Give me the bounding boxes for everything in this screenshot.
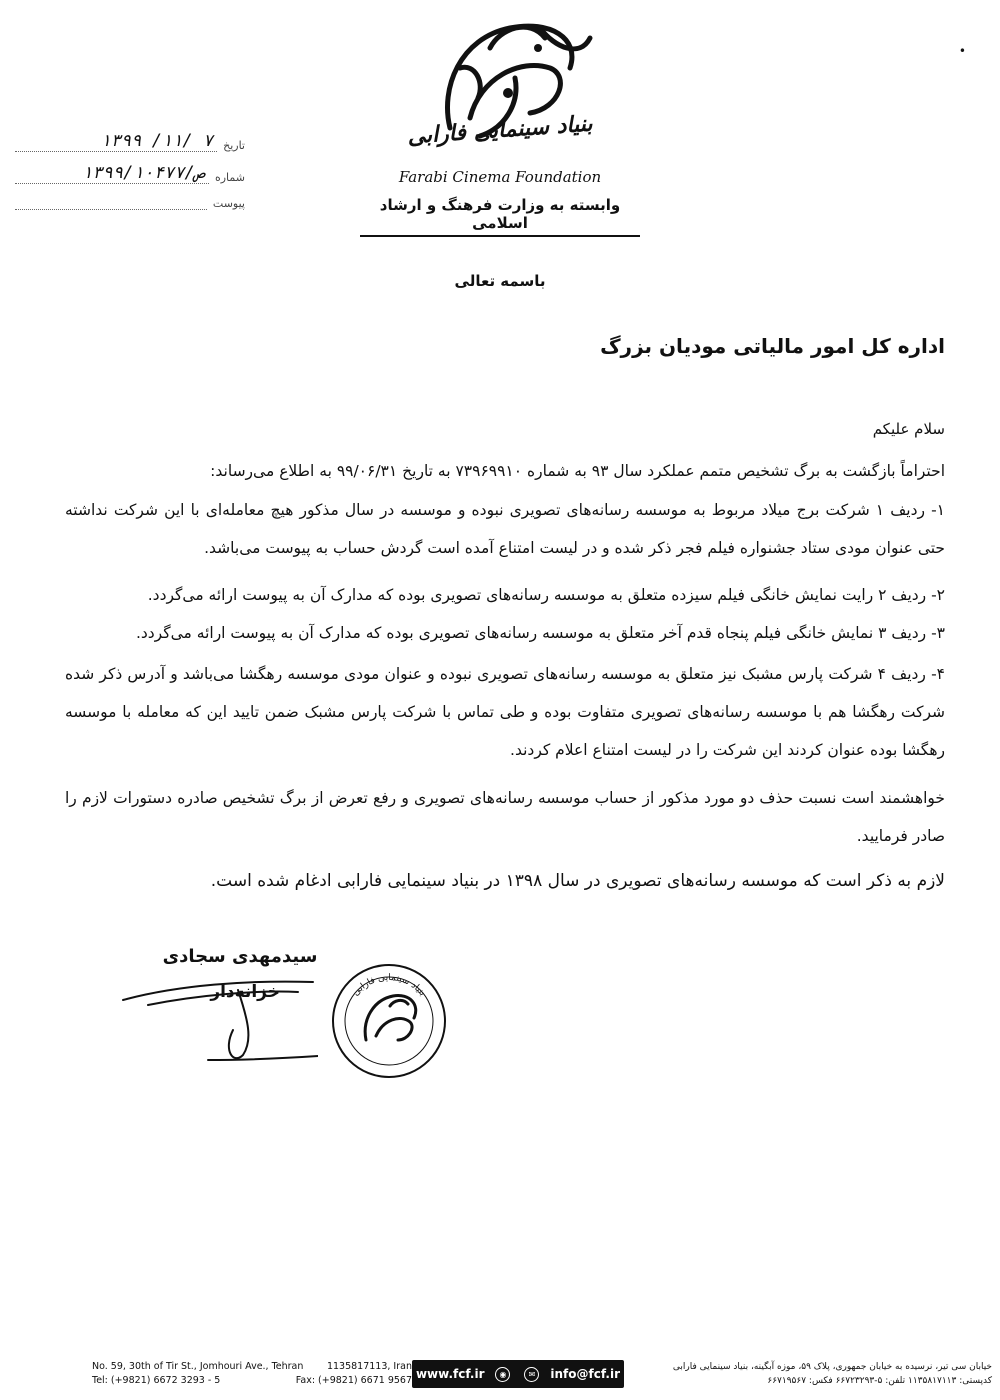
signatory-title: خزانه‌دار — [210, 982, 280, 1002]
footer-contact-bar — [412, 1360, 624, 1388]
meta-date-row — [15, 130, 245, 152]
official-seal-icon — [328, 960, 450, 1082]
date-label: تاریخ — [223, 139, 245, 152]
logo-wordmark-en: Farabi Cinema Foundation — [398, 168, 602, 186]
seal-text: بنیاد سینمایی فارابی — [351, 972, 428, 999]
paragraph-item-3: ۳- ردیف ۳ نمایش خانگی فیلم پنجاه قدم آخر متعلق به موسسه رسانه‌های تصویری بوده که مدارک آن به پیوست ارائه می‌گردد. — [135, 624, 945, 642]
footer-address-en-line1-a: No. 59, 30th of Tir St., Jomhouri Ave., Tehran — [92, 1361, 304, 1372]
paragraph-note: لازم به ذکر است که موسسه رسانه‌های تصویری در سال ۱۳۹۸ در بنیاد سینمایی فارابی ادغام شده است. — [210, 871, 945, 891]
signatory-name: سیدمهدی سجادی — [162, 946, 318, 967]
attachment-value — [15, 209, 207, 210]
footer-address-en — [92, 1360, 412, 1388]
paragraph-item-2: ۲- ردیف ۲ رایت نمایش خانگی فیلم سیزده متعلق به موسسه رسانه‌های تصویری بوده که مدارک آن به پیوست ارائه می‌گردد. — [147, 586, 945, 604]
recipient-heading: اداره کل امور مالیاتی مودیان بزرگ — [600, 334, 945, 358]
logo-wordmark-fa: بنیاد سینمایی فارابی — [406, 111, 594, 150]
paragraph-item-1: ۱- ردیف ۱ شرکت برج میلاد مربوط به موسسه رسانه‌های تصویری نبوده و موسسه در سال مذکور هیچ معامله‌ای با این شرکت نداشته حتی عنوان مودی ستاد جشنواره فیلم فجر ذکر شده و در لیست امتناع آمده است گردش حساب به پیوست می‌باشد. — [65, 501, 945, 557]
corner-mark: • — [958, 44, 966, 58]
website-link[interactable]: www.fcf.ir — [415, 1367, 485, 1381]
paragraph-intro: احتراماً بازگشت به برگ تشخیص متمم عملکرد سال ۹۳ به شماره ۷۳۹۶۹۹۱۰ به تاریخ ۹۹/۰۶/۳۱ به اطلاع می‌رساند: — [210, 462, 945, 480]
number-value: ۱۳۹۹/ص/۱۰۴۷۷ — [15, 163, 209, 184]
email-link[interactable]: info@fcf.ir — [550, 1367, 620, 1381]
email-icon: ✉ — [524, 1367, 539, 1382]
greeting: سلام علیکم — [872, 420, 945, 438]
attachment-label: پیوست — [212, 197, 245, 210]
meta-number-row — [15, 162, 245, 184]
paragraph-request: خواهشمند است نسبت حذف دو مورد مذکور از حساب موسسه رسانه‌های تصویری و رفع تعرض از برگ تشخیص صادره دستورات لازم را صادر فرمایید. — [65, 789, 945, 845]
footer-address-en-line1-b: 1135817113, Iran — [326, 1361, 412, 1372]
meta-attachment-row — [15, 188, 245, 210]
footer-fax-en: Fax: (+9821) 6671 9567 — [295, 1375, 412, 1386]
date-value: ۱۳۹۹ /۱۱/ ۷ — [15, 131, 217, 152]
globe-icon: ◉ — [495, 1367, 510, 1382]
footer-address-fa-line1: خیابان سی تیر، نرسیده به خیابان جمهوری، پلاک ۵۹، موزه آبگینه، بنیاد سینمایی فارابی — [672, 1362, 992, 1372]
footer-address-fa — [628, 1360, 992, 1388]
paragraph-item-4: ۴- ردیف ۴ شرکت پارس مشبک نیز متعلق به موسسه رسانه‌های تصویری نبوده و عنوان مودی موسسه رهگشا می‌باشد و آدرس ذکر شده شرکت رهگشا هم با موسسه رسانه‌های تصویری متفاوت بوده و طی تماس با شرکت پارس مشبک ضمن تایید این که معامله با موسسه رهگشا بوده عنوان کردند این شرکت را در لیست امتناع اعلام کردند. — [65, 665, 945, 759]
number-label: شماره — [214, 171, 245, 184]
footer-tel-en: Tel: (+9821) 6672 3293 - 5 — [92, 1375, 221, 1386]
handwritten-signature-icon — [118, 960, 318, 1070]
footer-address-fa-line2: کدپستی: ۱۱۳۵۸۱۷۱۱۳ تلفن: ۵-۶۶۷۲۳۲۹۳ فکس: ۶۶۷۱۹۵۶۷ — [767, 1376, 992, 1386]
affiliation-line: وابسته به وزارت فرهنگ و ارشاد اسلامی — [360, 196, 640, 237]
invocation: باسمه تعالی — [454, 272, 546, 290]
